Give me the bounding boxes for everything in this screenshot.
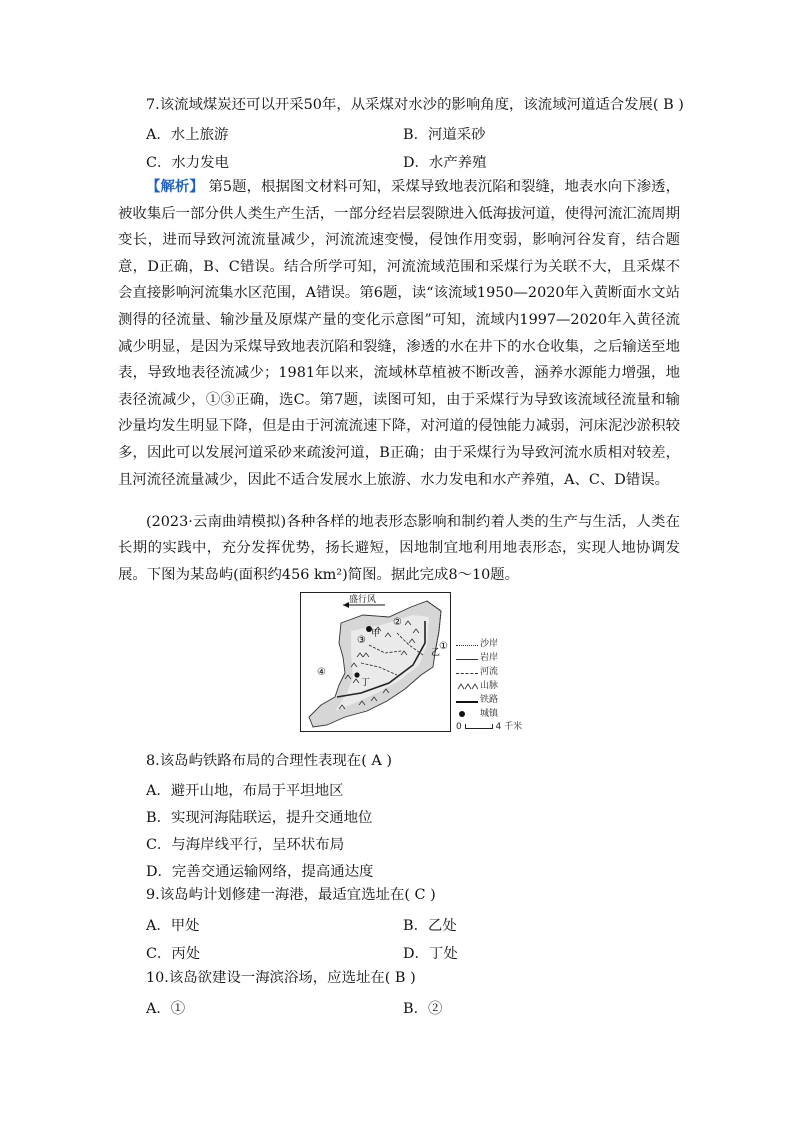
town-symbol [456,710,478,718]
island-map-graphic [301,593,452,733]
mountain-symbol [456,682,478,690]
q7-stem: 7.该流域煤炭还可以开采50年，从采煤对水沙的影响角度，该流域河道适合发展( B ) [146,97,684,113]
analysis-tag: 【解析】 [146,178,204,195]
legend-sand-coast [456,636,498,649]
legend-label-sand: 沙岸 [480,639,499,649]
legend-railway [456,692,498,705]
q10-stem: 10.该岛欲建设一海滨浴场，应选址在( B ) [146,970,416,986]
label-ding: 丁 [361,678,371,688]
scale-bar-graphic [465,724,493,729]
legend-label-mountain: 山脉 [480,681,499,691]
railway-symbol [456,697,478,703]
rock-coast-symbol [456,655,478,660]
legend-rock-coast [456,650,498,663]
q10-option-a: A．① [146,1001,186,1017]
town-ding [354,672,359,677]
q9-stem: 9.该岛屿计划修建一海港，最适宜选址在( C ) [146,887,436,903]
legend-town [456,706,498,719]
scale-bar [456,719,522,732]
label-n3: ③ [357,635,366,646]
sand-coast-symbol [456,641,478,646]
legend-label-rock: 岩岸 [480,653,499,663]
q9-option-c: C．丙处 [146,946,201,962]
analysis-paragraph [118,174,680,493]
q10-option-b: B．② [403,1001,443,1017]
q9-option-d: D．丁处 [403,946,458,962]
label-n1: ① [439,641,448,652]
q7-option-b: B．河道采砂 [403,127,486,143]
q7-option-c: C．水力发电 [146,155,229,171]
river-symbol [456,669,478,674]
map-frame [300,592,451,732]
q8-option-a: A．避开山地，布局于平坦地区 [146,783,344,799]
scale-label: 4 千米 [495,722,523,732]
q8-stem: 8.该岛屿铁路布局的合理性表现在( A ) [146,753,392,769]
island-map [300,592,522,734]
q8-option-c: C．与海岸线平行，呈环状布局 [146,837,345,853]
analysis-text: 第5题，根据图文材料可知，采煤导致地表沉陷和裂缝，地表水向下渗透，被收集后一部分供人类生产生活，一部分经岩层裂隙进入低海拔河道，使得河流汇流周期变长，进而导致河流流量减少，河流流速变慢，侵蚀作用变弱，影响河谷发育，结合题意，D正确，B、C错误。结合所学可知，河流流域范围和采煤行为关联不大，且采煤不会直接影响河流集水区范围，A错误。第6题，读“该流域1950—2020年入黄断面水文站测得的径流量、输沙量及原煤产量的变化示意图”可知，流域内1997—2020年入黄径流减少明显，是因为采煤导致地表沉陷和裂缝，渗透的水在井下的水仓收集，之后输送至地表，导致地表径流减少；1981年以来，流域林草植被不断改善，涵养水源能力增强，地表径流减少，①③正确，选C。第7题，读图可知，由于采煤行为导致该流域径流量和输沙量均发生明显下降，但是由于河流流速下降，对河道的侵蚀能力减弱，河床泥沙淤积较多，因此可以发展河道采砂来疏浚河道，B正确；由于采煤行为导致河流水质相对较差，且河流径流量减少，因此不适合发展水上旅游、水力发电和水产养殖，A、C、D错误。 [118,179,680,488]
label-n2: ② [393,617,402,628]
legend-river [456,664,498,677]
label-yi: 乙 [431,648,441,658]
q8-option-d: D．完善交通运输网络，提高通达度 [146,864,374,880]
label-jia: 甲 [371,629,381,639]
q7-option-a: A．水上旅游 [146,127,229,143]
legend-label-railway: 铁路 [480,695,499,705]
wind-label: 盛行风 [349,595,377,605]
q9-option-b: B．乙处 [403,918,457,934]
group-intro: (2023·云南曲靖模拟)各种各样的地表形态影响和制约着人类的生产与生活，人类在长期的实践中，充分发挥优势，扬长避短，因地制宜地利用地表形态，实现人地协调发展。下图为某岛屿(面积约456 km²)简图。据此完成8～10题。 [118,514,680,583]
q8-option-b: B．实现河海陆联运，提升交通地位 [146,810,373,826]
label-n4: ④ [317,667,326,678]
q9-option-a: A．甲处 [146,918,200,934]
legend-label-river: 河流 [480,667,499,677]
legend-mountain [456,678,498,691]
q7-option-d: D．水产养殖 [403,155,487,171]
scale-zero: 0 [456,722,462,732]
legend-label-town: 城镇 [480,709,499,719]
